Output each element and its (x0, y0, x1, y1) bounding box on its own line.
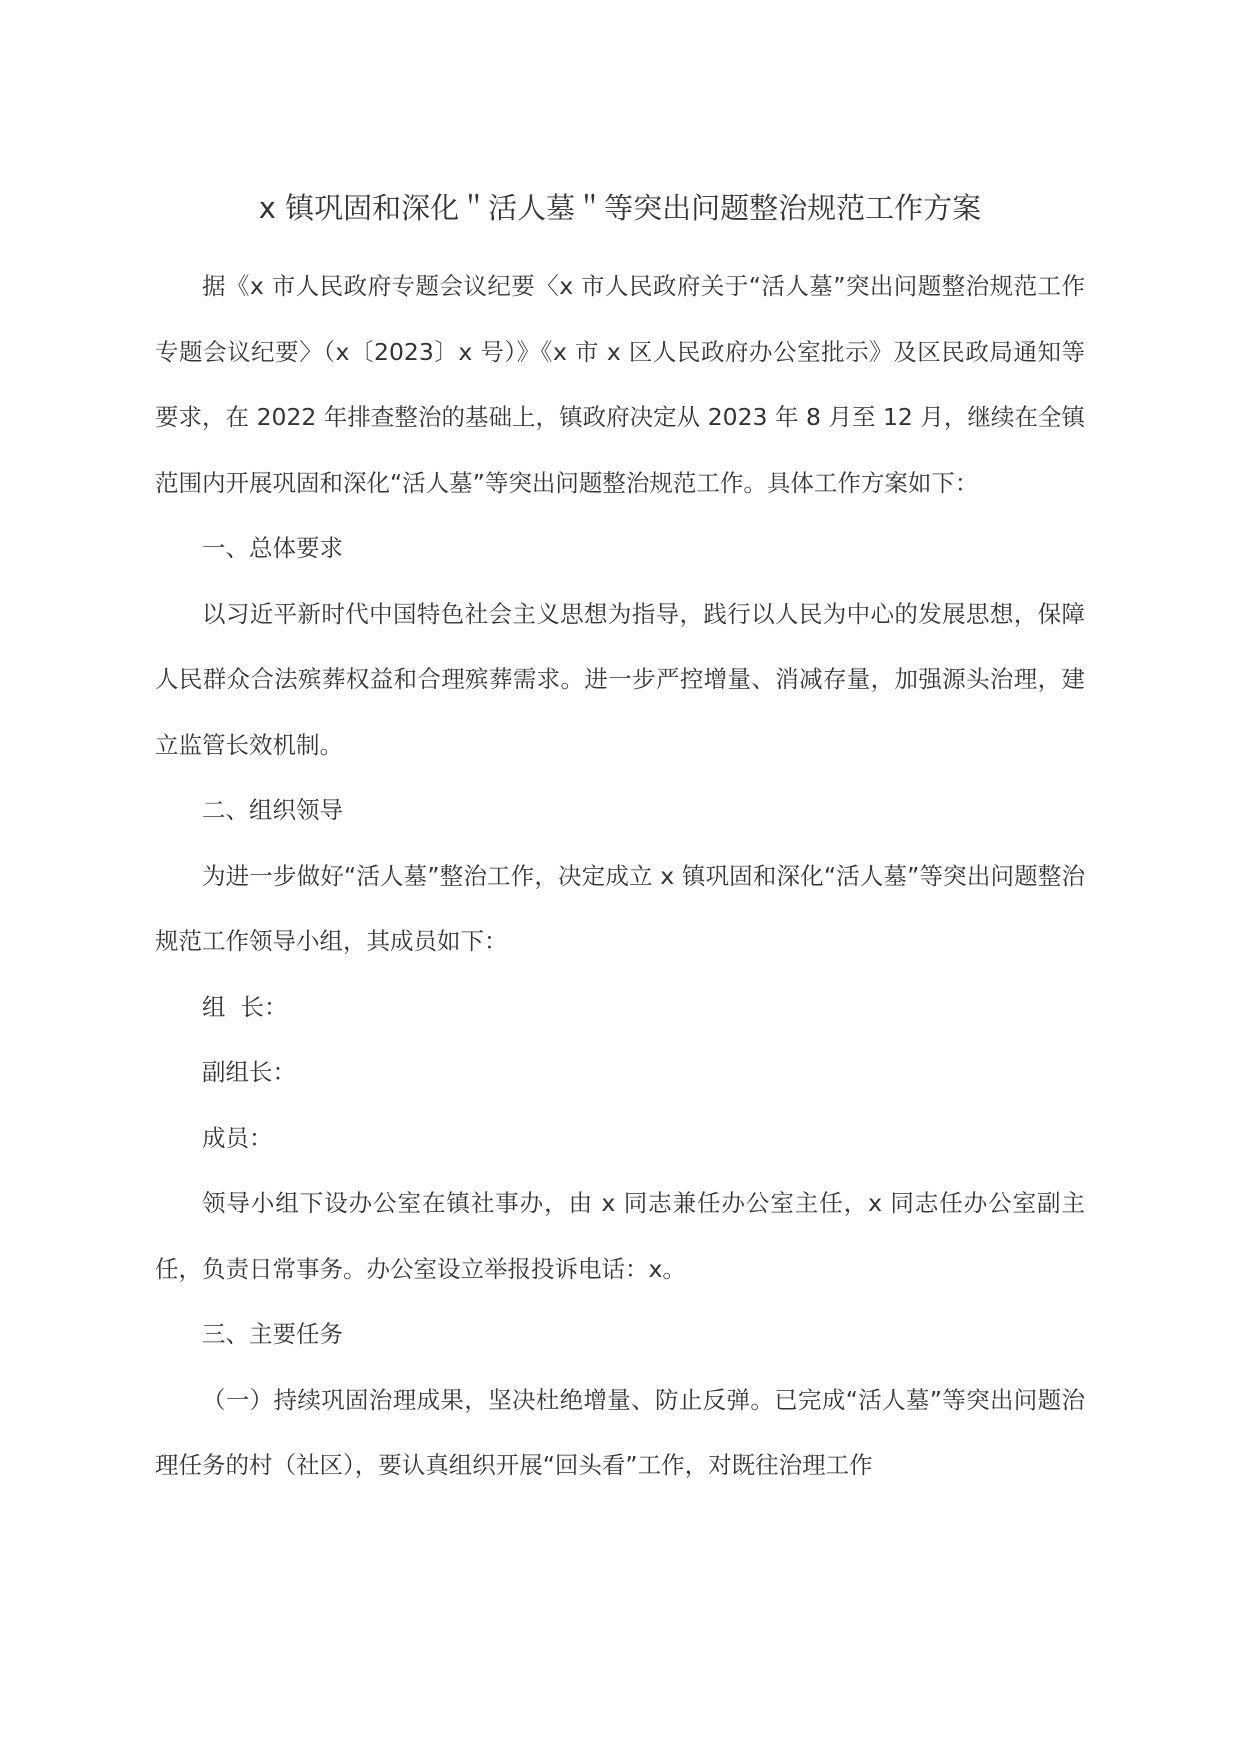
section-heading-main-tasks: 三、主要任务 (202, 1320, 343, 1348)
document-body (155, 254, 1085, 1499)
members-line: 成员： (202, 1123, 273, 1152)
group-leader-line: 组 长： (202, 992, 288, 1021)
organization-paragraph: 为进一步做好“活人墓”整治工作，决定成立 x 镇巩固和深化“活人墓”等突出问题整治规范工作领导小组，其成员如下： (155, 861, 1085, 955)
document-title: x 镇巩固和深化＂活人墓＂等突出问题整治规范工作方案 (258, 191, 982, 225)
task-one-paragraph: （一）持续巩固治理成果，坚决杜绝增量、防止反弹。已完成“活人墓”等突出问题治理任务的村（社区），要认真组织开展“回头看”工作，对既往治理工作 (155, 1385, 1085, 1479)
office-paragraph: 领导小组下设办公室在镇社事办，由 x 同志兼任办公室主任，x 同志任办公室副主任，负责日常事务。办公室设立举报投诉电话：x。 (155, 1189, 1085, 1283)
section-heading-organization: 二、组织领导 (202, 796, 343, 824)
section-heading-general-requirements: 一、总体要求 (202, 534, 343, 562)
deputy-leader-line: 副组长： (202, 1058, 296, 1086)
intro-paragraph: 据《x 市人民政府专题会议纪要〈x 市人民政府关于“活人墓”突出问题整治规范工作专题会议纪要〉（x〔2023〕x 号）》《x 市 x 区人民政府办公室批示》及区民政局通知等要求，在 2022 年排查整治的基础上，镇政府决定从 2023 年 8 月至 12 月，继续在全镇范围内开展巩固和深化“活人墓”等突出问题整治规范工作。具体工作方案如下： (155, 272, 1085, 497)
general-requirements-paragraph: 以习近平新时代中国特色社会主义思想为指导，践行以人民为中心的发展思想，保障人民群众合法殡葬权益和合理殡葬需求。进一步严控增量、消减存量，加强源头治理，建立监管长效机制。 (155, 599, 1085, 759)
